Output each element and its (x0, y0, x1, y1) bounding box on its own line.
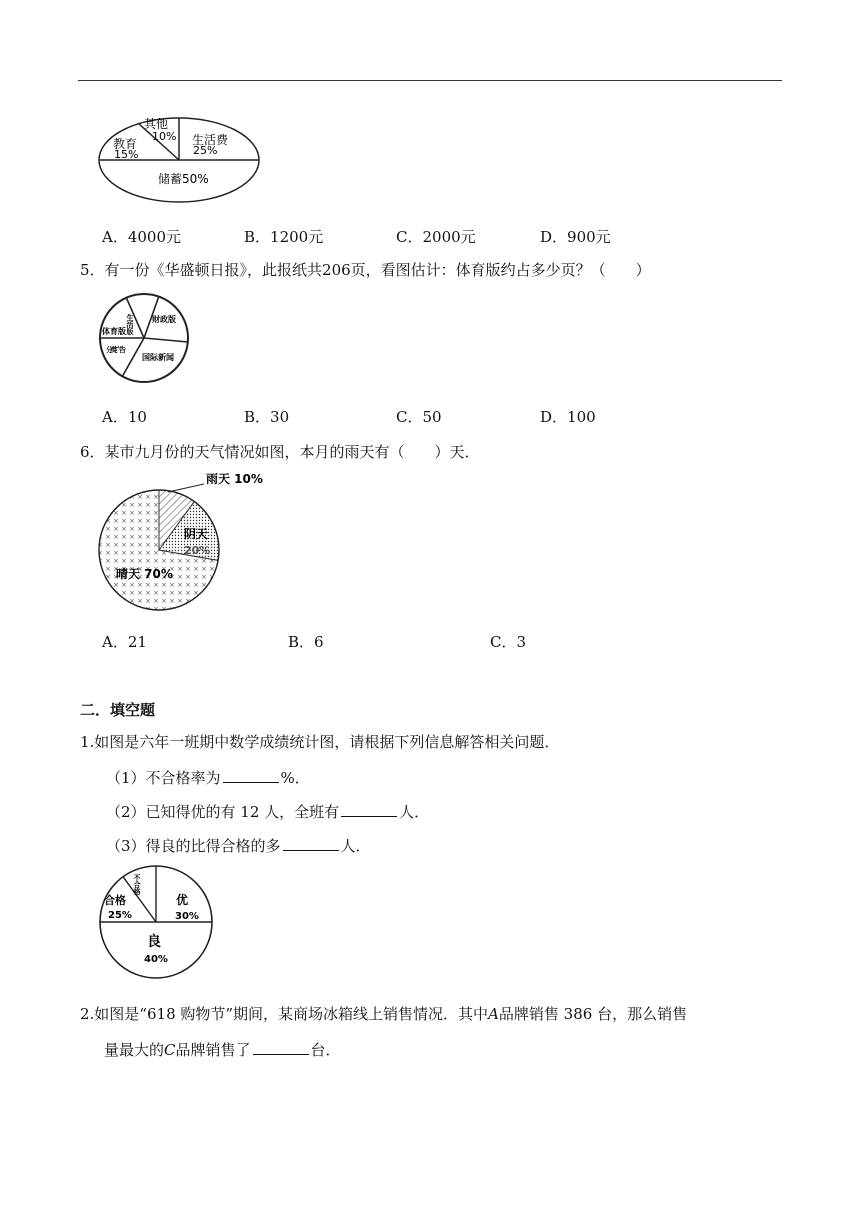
f1-question: 1.如图是六年一班期中数学成绩统计图，请根据下列信息解答相关问题． (80, 733, 560, 751)
q6-label-rain: 雨天 10% (206, 472, 263, 486)
f1-sub1-after: %． (280, 769, 310, 787)
f1-pie-chart (96, 864, 220, 982)
f2-line1 (80, 1003, 687, 1024)
q6-text: 某市九月份的天气情况如图，本月的雨天有（ ）天． (104, 443, 480, 461)
q5-number: 5． (80, 261, 105, 279)
f1-blank-3[interactable] (283, 837, 339, 851)
f1-pct-pass: 25% (108, 910, 132, 921)
q4-option-b[interactable]: B．1200元 (244, 228, 324, 246)
q5-label-life: 生活版 (126, 314, 134, 335)
q4-pct-living: 25% (193, 144, 218, 157)
q4-label-other: 其他 (144, 117, 169, 131)
q5-option-a[interactable]: A．10 (102, 408, 147, 426)
f2-line2 (104, 1039, 341, 1060)
q6-question (80, 441, 480, 462)
f1-sub1 (106, 767, 310, 788)
q6-number: 6． (80, 443, 105, 461)
q6-option-b[interactable]: B．6 (288, 633, 324, 651)
f1-pct-excellent: 30% (175, 911, 199, 922)
q5-label-ads: 分类广告 (106, 346, 126, 354)
f1-sub2 (106, 801, 429, 822)
q6-label-cloudy: 阴天 (184, 527, 209, 541)
f2-line1-after: 品牌销售 386 台，那么销售 (498, 1005, 688, 1023)
f2-var-a: A (488, 1005, 499, 1023)
f1-blank-1[interactable] (223, 769, 279, 783)
q5-option-d[interactable]: D．100 (540, 408, 596, 426)
f1-sub1-before: （1）不合格率为 (106, 769, 221, 787)
q4-option-c[interactable]: C．2000元 (396, 228, 476, 246)
section-title-fill-in: 二．填空题 (80, 701, 156, 719)
f1-label-excellent: 优 (176, 893, 189, 907)
f2-blank[interactable] (253, 1041, 309, 1055)
f2-line2-mid: 品牌销售了 (175, 1041, 251, 1059)
f1-sub2-before: （2）已知得优的有 12 人，全班有 (106, 803, 340, 821)
f2-line2-before: 量最大的 (104, 1041, 165, 1059)
header-rule (78, 80, 782, 81)
q4-label-living: 生活费 (192, 133, 229, 147)
f1-sub3 (106, 835, 371, 856)
q4-label-education: 教育 (113, 137, 138, 151)
q5-text: 有一份《华盛顿日报》，此报纸共206页，看图估计：体育版约占多少页？（ ） (104, 261, 651, 279)
f1-sub3-after: 人． (340, 837, 371, 855)
f1-label-good: 良 (147, 934, 161, 950)
q5-label-finance: 财政版 (152, 315, 176, 324)
q5-label-world: 国际新闻 (142, 353, 174, 362)
q4-pct-education: 15% (114, 148, 139, 161)
f1-label-fail: 不合格 (133, 874, 141, 895)
f2-var-c: C (164, 1041, 176, 1059)
q4-option-a[interactable]: A．4000元 (102, 228, 182, 246)
q5-pie-chart (96, 290, 196, 386)
q6-rain-leader (168, 484, 204, 492)
f1-pct-good: 40% (144, 954, 168, 965)
q6-option-c[interactable]: C．3 (490, 633, 527, 651)
f2-line1-before: 2.如图是“618 购物节”期间，某商场冰箱线上销售情况．其中 (80, 1005, 489, 1023)
q6-pie-chart (96, 468, 276, 618)
q5-label-sports: 体育版 (102, 327, 126, 336)
q5-option-b[interactable]: B．30 (244, 408, 290, 426)
f1-sub3-before: （3）得良的比得合格的多 (106, 837, 281, 855)
q4-pct-other: 10% (152, 130, 177, 143)
q4-option-d[interactable]: D．900元 (540, 228, 611, 246)
q6-pct-cloudy: 20% (184, 544, 211, 557)
q5-question (80, 259, 651, 280)
q6-label-sunny: 晴天 70% (116, 567, 173, 581)
q6-option-a[interactable]: A．21 (102, 633, 147, 651)
f1-label-pass: 合格 (104, 894, 126, 907)
f1-blank-2[interactable] (341, 803, 397, 817)
f1-sub2-after: 人． (399, 803, 430, 821)
f2-line2-after: 台． (310, 1041, 341, 1059)
q5-option-c[interactable]: C．50 (396, 408, 442, 426)
q4-label-savings: 储蓄50% (158, 172, 209, 186)
q4-pie-chart (96, 108, 266, 204)
